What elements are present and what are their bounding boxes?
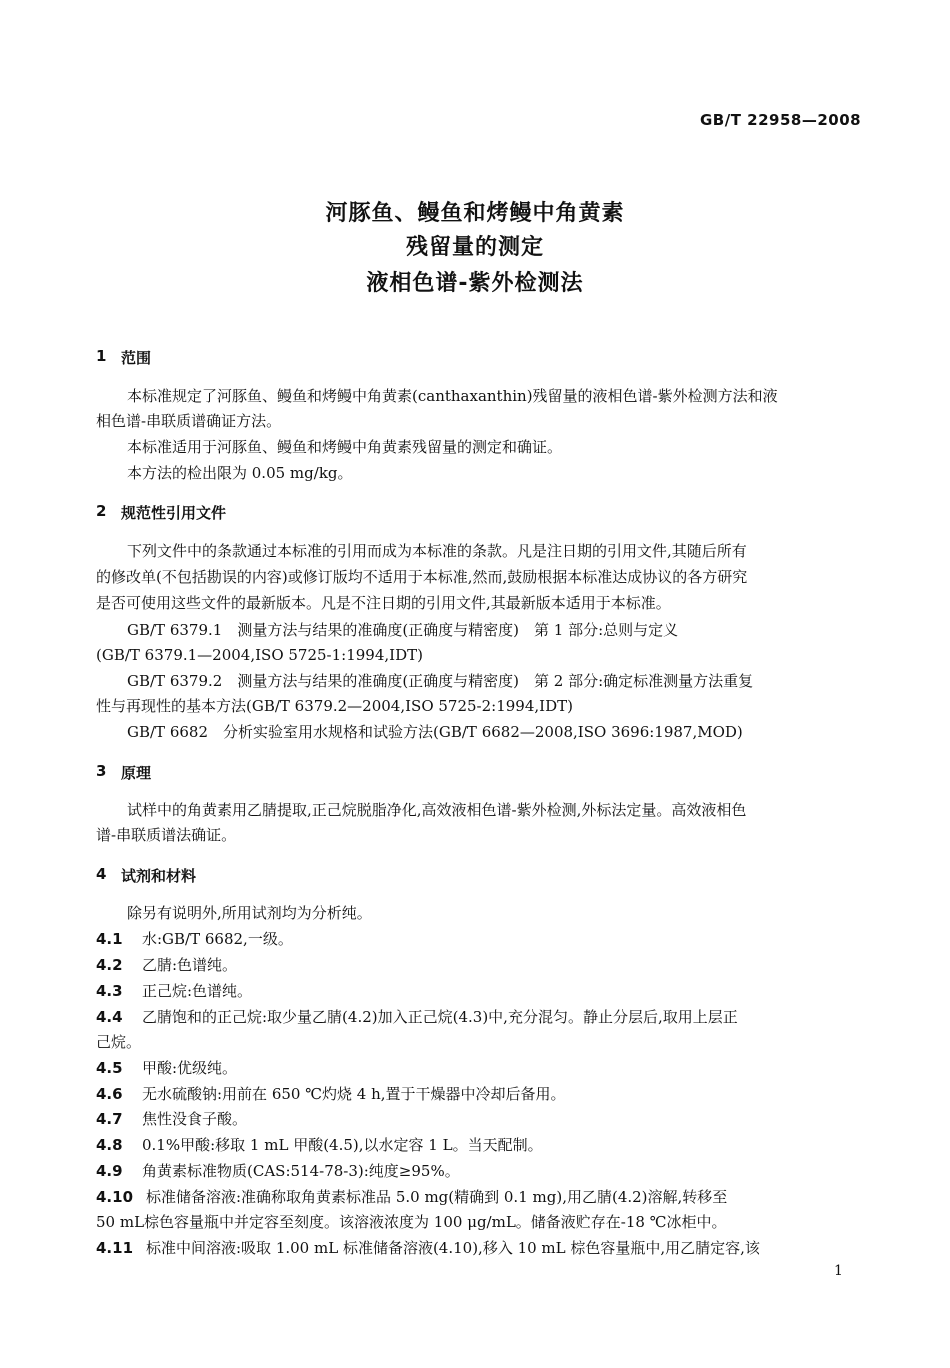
paragraph-line: 是否可使用这些文件的最新版本。凡是不注日期的引用文件,其最新版本适用于本标准。 xyxy=(96,594,671,612)
section-title: 原理 xyxy=(121,764,152,782)
item-number: 4.5 xyxy=(96,1059,123,1077)
paragraph-line: 下列文件中的条款通过本标准的引用而成为本标准的条款。凡是注日期的引用文件,其随后所有 xyxy=(127,542,747,560)
item-text: 正己烷:色谱纯。 xyxy=(142,982,253,1000)
reference-line: GB/T 6379.2 测量方法与结果的准确度(正确度与精密度) 第 2 部分:确定标准测量方法重复 xyxy=(127,672,754,690)
item-number: 4.8 xyxy=(96,1136,123,1154)
item-text: 标准储备溶液:准确称取角黄素标准品 5.0 mg(精确到 0.1 mg),用乙腈(4.2)溶解,转移至 xyxy=(146,1188,728,1206)
item-number: 4.4 xyxy=(96,1008,123,1026)
list-item xyxy=(96,953,856,977)
reference-line: (GB/T 6379.1—2004,ISO 5725-1:1994,IDT) xyxy=(96,646,423,664)
item-text: 水:GB/T 6682,一级。 xyxy=(142,930,293,948)
item-number: 4.2 xyxy=(96,956,123,974)
paragraph-line: 试样中的角黄素用乙腈提取,正己烷脱脂净化,高效液相色谱-紫外检测,外标法定量。高效液相色 xyxy=(127,801,747,819)
section-number: 3 xyxy=(96,762,107,780)
item-text: 焦性没食子酸。 xyxy=(142,1110,248,1128)
item-text: 乙腈饱和的正己烷:取少量乙腈(4.2)加入正己烷(4.3)中,充分混匀。静止分层后,取用上层正 xyxy=(142,1008,738,1026)
list-item xyxy=(96,1159,856,1183)
item-continuation: 己烷。 xyxy=(96,1033,142,1051)
item-number: 4.9 xyxy=(96,1162,123,1180)
item-continuation: 50 mL棕色容量瓶中并定容至刻度。该溶液浓度为 100 μg/mL。储备液贮存在-18 ℃冰柜中。 xyxy=(96,1213,727,1231)
item-number: 4.6 xyxy=(96,1085,123,1103)
section-title: 试剂和材料 xyxy=(121,867,197,885)
section-4-heading xyxy=(96,865,296,885)
item-number: 4.7 xyxy=(96,1110,123,1128)
item-number: 4.1 xyxy=(96,930,123,948)
paragraph-line: 谱-串联质谱法确证。 xyxy=(96,826,237,844)
list-item xyxy=(96,1056,856,1080)
list-item xyxy=(96,1005,856,1029)
list-item xyxy=(96,1185,856,1209)
document-title-line-3: 液相色谱-紫外检测法 xyxy=(366,271,584,296)
list-item xyxy=(96,1236,856,1260)
section-number: 4 xyxy=(96,865,107,883)
section-3-heading xyxy=(96,762,296,782)
list-item xyxy=(96,927,856,951)
paragraph-line: 相色谱-串联质谱确证方法。 xyxy=(96,412,282,430)
list-item xyxy=(96,1133,856,1157)
item-text: 无水硫酸钠:用前在 650 ℃灼烧 4 h,置于干燥器中冷却后备用。 xyxy=(142,1085,566,1103)
paragraph-line: 本方法的检出限为 0.05 mg/kg。 xyxy=(127,464,353,482)
paragraph-line: 本标准适用于河豚鱼、鳗鱼和烤鳗中角黄素残留量的测定和确证。 xyxy=(127,438,563,456)
item-text: 甲酸:优级纯。 xyxy=(142,1059,238,1077)
paragraph-line: 本标准规定了河豚鱼、鳗鱼和烤鳗中角黄素(canthaxanthin)残留量的液相色谱-紫外检测方法和液 xyxy=(127,387,778,405)
standard-number: GB/T 22958—2008 xyxy=(700,111,862,129)
paragraph-line: 除另有说明外,所用试剂均为分析纯。 xyxy=(127,904,372,922)
section-number: 1 xyxy=(96,347,107,365)
list-item xyxy=(96,979,856,1003)
item-number: 4.10 xyxy=(96,1188,134,1206)
section-title: 范围 xyxy=(121,349,152,367)
section-title: 规范性引用文件 xyxy=(121,504,227,522)
document-title-line-1: 河豚鱼、鳗鱼和烤鳗中角黄素 xyxy=(325,201,625,226)
page-number: 1 xyxy=(834,1263,843,1279)
paragraph-line: 的修改单(不包括勘误的内容)或修订版均不适用于本标准,然而,鼓励根据本标准达成协议的各方研究 xyxy=(96,568,748,586)
reference-line: 性与再现性的基本方法(GB/T 6379.2—2004,ISO 5725-2:1994,IDT) xyxy=(96,697,573,715)
item-text: 标准中间溶液:吸取 1.00 mL 标准储备溶液(4.10),移入 10 mL 棕色容量瓶中,用乙腈定容,该 xyxy=(146,1239,760,1257)
item-number: 4.3 xyxy=(96,982,123,1000)
list-item xyxy=(96,1107,856,1131)
section-1-heading xyxy=(96,347,296,367)
list-item xyxy=(96,1082,856,1106)
section-2-heading xyxy=(96,502,346,522)
item-text: 乙腈:色谱纯。 xyxy=(142,956,238,974)
document-title-line-2: 残留量的测定 xyxy=(405,235,544,260)
reference-line: GB/T 6682 分析实验室用水规格和试验方法(GB/T 6682—2008,ISO 3696:1987,MOD) xyxy=(127,723,743,741)
section-number: 2 xyxy=(96,502,107,520)
item-number: 4.11 xyxy=(96,1239,134,1257)
item-text: 0.1%甲酸:移取 1 mL 甲酸(4.5),以水定容 1 L。当天配制。 xyxy=(142,1136,543,1154)
item-text: 角黄素标准物质(CAS:514-78-3):纯度≥95%。 xyxy=(142,1162,460,1180)
reference-line: GB/T 6379.1 测量方法与结果的准确度(正确度与精密度) 第 1 部分:总则与定义 xyxy=(127,621,679,639)
